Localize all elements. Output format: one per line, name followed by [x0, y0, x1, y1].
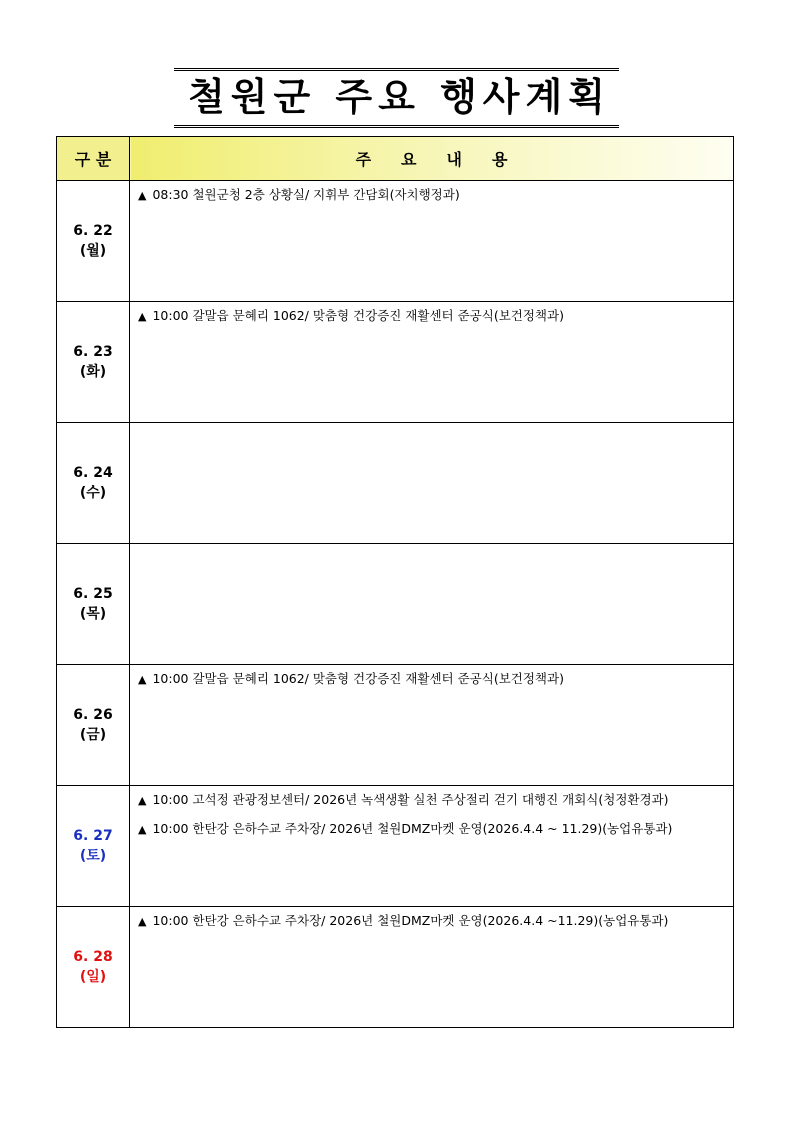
day-weekday: (금) [79, 727, 107, 743]
table-row [57, 907, 734, 1028]
day-weekday: (수) [79, 485, 107, 501]
triangle-bullet-icon: ▲ [138, 673, 147, 686]
content-cell [130, 181, 734, 302]
page-title: 철원군 주요 행사계획 [174, 68, 619, 128]
day-date: 6. 27 [73, 828, 113, 844]
day-date: 6. 28 [73, 949, 113, 965]
date-cell [57, 907, 130, 1028]
day-weekday: (월) [79, 243, 107, 259]
content-cell [130, 302, 734, 423]
content-cell [130, 786, 734, 907]
day-weekday: (일) [79, 969, 107, 985]
day-date: 6. 25 [73, 586, 113, 602]
date-cell [57, 544, 130, 665]
content-cell [130, 665, 734, 786]
triangle-bullet-icon: ▲ [138, 189, 147, 202]
day-date: 6. 26 [73, 707, 113, 723]
schedule-body [57, 181, 734, 1028]
content-cell [130, 907, 734, 1028]
day-weekday: (화) [79, 364, 107, 380]
content-cell [130, 544, 734, 665]
event-item [138, 308, 733, 325]
table-row [57, 302, 734, 423]
triangle-bullet-icon: ▲ [138, 794, 147, 807]
content-cell [130, 423, 734, 544]
day-date: 6. 23 [73, 344, 113, 360]
table-row [57, 665, 734, 786]
event-item [138, 792, 733, 809]
day-date: 6. 24 [73, 465, 113, 481]
triangle-bullet-icon: ▲ [138, 915, 147, 928]
triangle-bullet-icon: ▲ [138, 310, 147, 323]
table-header-row [57, 137, 734, 181]
date-cell [57, 181, 130, 302]
event-text: 10:00 한탄강 은하수교 주차장/ 2026년 철원DMZ마켓 운영(2026.4.4 ~11.29)(농업유통과) [152, 913, 669, 928]
event-text: 08:30 철원군청 2층 상황실/ 지휘부 간담회(자치행정과) [152, 187, 460, 202]
title-container [0, 68, 793, 128]
date-cell [57, 302, 130, 423]
table-row [57, 544, 734, 665]
event-item [138, 671, 733, 688]
header-content: 주요내용 [130, 137, 734, 181]
event-text: 10:00 고석정 관광정보센터/ 2026년 녹색생활 실천 주상절리 걷기 대행진 개회식(청정환경과) [152, 792, 669, 807]
day-weekday: (토) [79, 848, 107, 864]
event-item [138, 821, 733, 838]
event-item [138, 187, 733, 204]
table-row [57, 181, 734, 302]
date-cell [57, 423, 130, 544]
table-row [57, 786, 734, 907]
date-cell [57, 786, 130, 907]
day-weekday: (목) [79, 606, 107, 622]
table-row [57, 423, 734, 544]
event-text: 10:00 한탄강 은하수교 주차장/ 2026년 철원DMZ마켓 운영(2026.4.4 ~ 11.29)(농업유통과) [152, 821, 673, 836]
event-text: 10:00 갈말읍 문혜리 1062/ 맞춤형 건강증진 재활센터 준공식(보건정책과) [152, 308, 564, 323]
header-date: 구 분 [57, 137, 130, 181]
event-item [138, 913, 733, 930]
date-cell [57, 665, 130, 786]
day-date: 6. 22 [73, 223, 113, 239]
triangle-bullet-icon: ▲ [138, 823, 147, 836]
schedule-table [56, 136, 734, 1028]
event-text: 10:00 갈말읍 문혜리 1062/ 맞춤형 건강증진 재활센터 준공식(보건정책과) [152, 671, 564, 686]
